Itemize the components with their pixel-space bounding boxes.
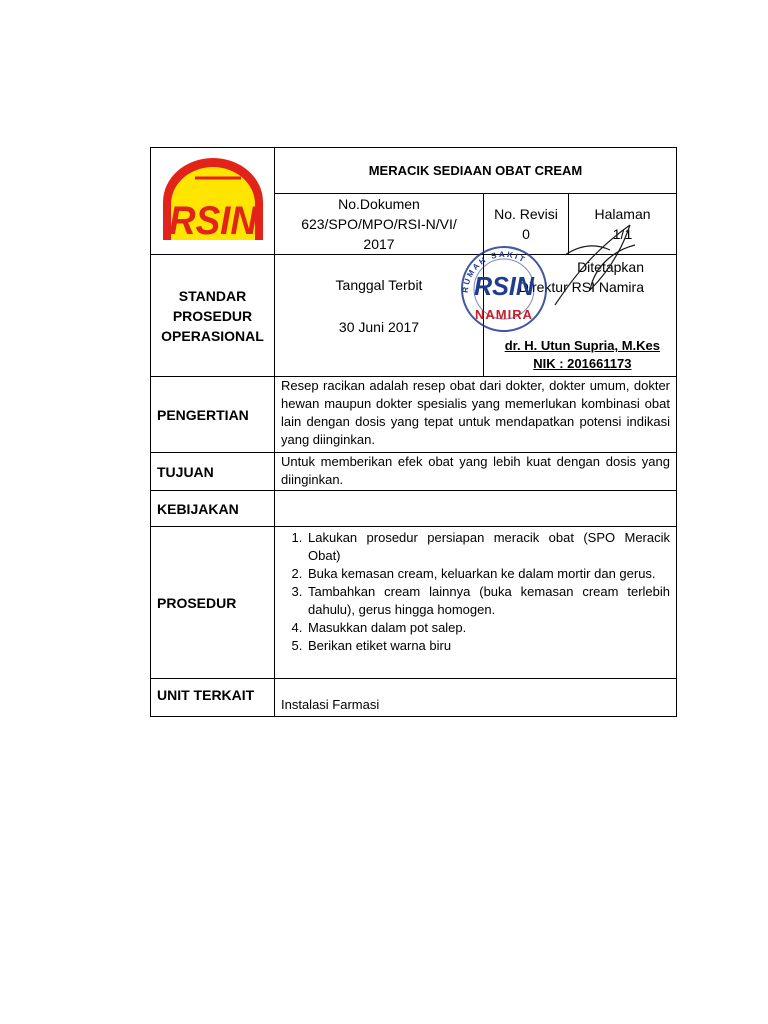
- revision-value: 0: [522, 226, 530, 242]
- page-label: Halaman: [594, 206, 651, 222]
- unit-terkait-label: UNIT TERKAIT: [151, 679, 275, 717]
- rsin-logo: [157, 154, 269, 244]
- doc-number-label: No.Dokumen: [338, 196, 420, 212]
- logo-cell: [151, 148, 275, 255]
- prosedur-step: 2. Buka kemasan cream, keluarkan ke dalam mortir dan gerus.: [306, 565, 670, 583]
- prosedur-step: 5. Berikan etiket warna biru: [306, 637, 670, 655]
- tujuan-text: Untuk memberikan efek obat yang lebih kuat dengan dosis yang diinginkan.: [275, 453, 677, 491]
- issue-date-value: 30 Juni 2017: [338, 319, 420, 335]
- page-value: 1/1: [612, 226, 633, 242]
- prosedur-cell: [275, 527, 677, 679]
- unit-terkait-text: Instalasi Farmasi: [275, 679, 677, 717]
- approved-by: Direktur RSI Namira: [518, 279, 644, 295]
- stamp-logo-text: RSIN: [474, 271, 536, 301]
- prosedur-list: [275, 529, 676, 655]
- logo-text: RSIN: [168, 198, 258, 243]
- stamp-top-text: RUMAH SAKIT: [460, 249, 528, 294]
- kebijakan-text: [275, 491, 677, 527]
- prosedur-label: PROSEDUR: [151, 527, 275, 679]
- signature: [535, 195, 645, 315]
- signer-name: dr. H. Utun Supria, M.Kes: [504, 338, 660, 353]
- doc-number-value: 623/SPO/MPO/RSI-N/VI/ 2017: [301, 216, 457, 252]
- issue-date-label: Tanggal Terbit: [335, 277, 423, 293]
- document-title: MERACIK SEDIAAN OBAT CREAM: [275, 148, 677, 194]
- approved-label: Ditetapkan: [577, 259, 644, 275]
- prosedur-step: 3. Tambahkan cream lainnya (buka kemasan cream terlebih dahulu), gerus hingga homogen.: [306, 583, 670, 619]
- issue-date-cell: [275, 255, 484, 377]
- doc-number-cell: [275, 194, 484, 255]
- pengertian-label: PENGERTIAN: [151, 377, 275, 453]
- spo-label: STANDAR PROSEDUR OPERASIONAL: [151, 255, 275, 377]
- prosedur-step: 1. Lakukan prosedur persiapan meracik obat (SPO Meracik Obat): [306, 529, 670, 565]
- prosedur-step: 4. Masukkan dalam pot salep.: [306, 619, 670, 637]
- revision-label: No. Revisi: [494, 206, 558, 222]
- pengertian-text: Resep racikan adalah resep obat dari dokter, dokter umum, dokter hewan maupun dokter spesialis yang memerlukan kombinasi obat lain dengan dosis yang tepat untuk mendapatkan potensi indikasi yang diinginkan.: [275, 377, 677, 453]
- signer-nik: NIK : 201661173: [533, 356, 632, 371]
- kebijakan-label: KEBIJAKAN: [151, 491, 275, 527]
- tujuan-label: TUJUAN: [151, 453, 275, 491]
- spo-document: [150, 147, 676, 717]
- stamp-bottom-text: NAMIRA: [475, 307, 533, 322]
